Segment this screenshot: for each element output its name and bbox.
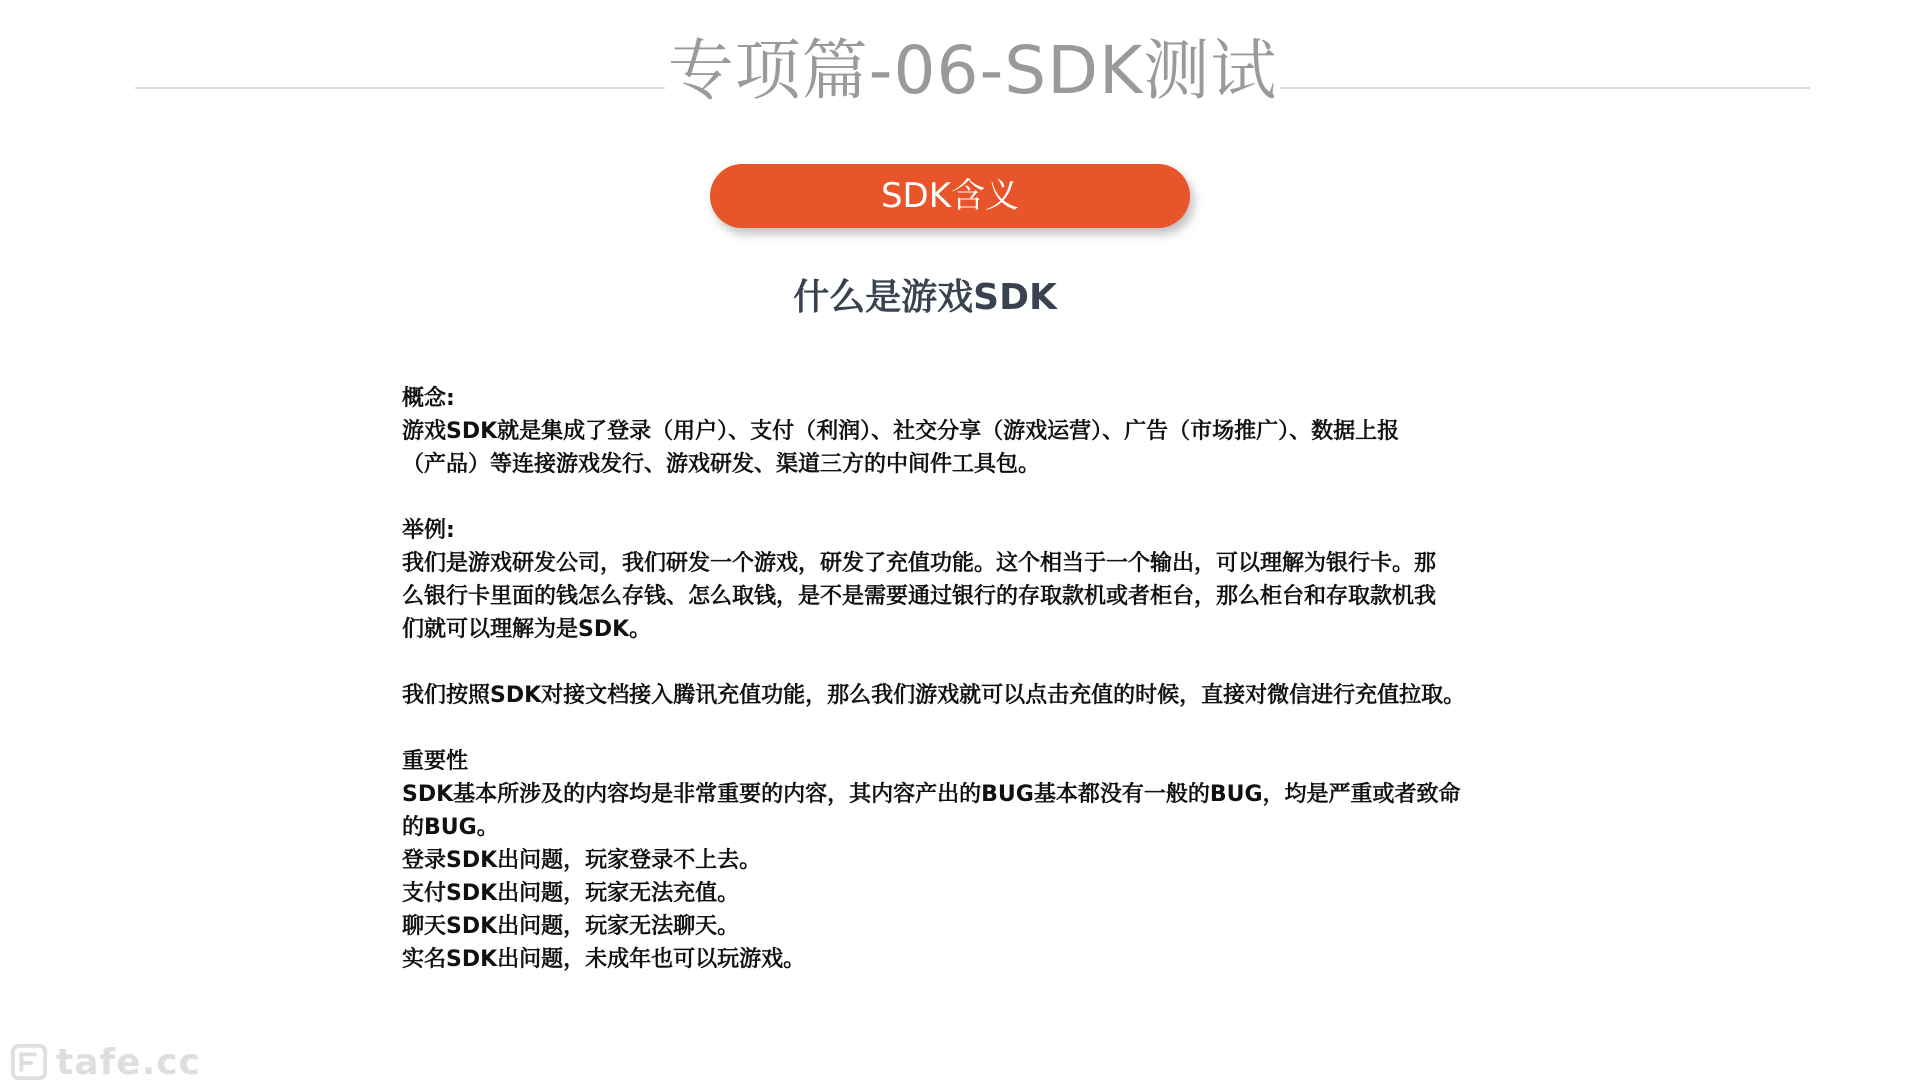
importance-line: 支付SDK出问题，玩家无法充值。 [402,881,740,906]
example-heading: 举例: [402,518,455,543]
importance-line: 的BUG。 [402,815,499,840]
concept-line: （产品）等连接游戏发行、游戏研发、渠道三方的中间件工具包。 [402,452,1041,477]
slide-body [402,382,1522,976]
page-title: 专项篇-06-SDK测试 [667,32,1278,109]
importance-heading: 重要性 [402,749,469,774]
header-rule-right [1280,87,1810,89]
spacer [402,646,1522,679]
section-title: 什么是游戏SDK [793,277,1057,318]
concept-heading: 概念: [402,386,455,411]
importance-line: 聊天SDK出问题，玩家无法聊天。 [402,914,740,939]
watermark [10,1040,201,1080]
importance-line: SDK基本所涉及的内容均是非常重要的内容，其内容产出的BUG基本都没有一般的BUG，均是严重或者致命 [402,782,1461,807]
example-line: 么银行卡里面的钱怎么存钱、怎么取钱，是不是需要通过银行的存取款机或者柜台，那么柜台和存取款机我 [402,584,1437,609]
example-line: 我们是游戏研发公司，我们研发一个游戏，研发了充值功能。这个相当于一个输出，可以理解为银行卡。那 [402,551,1437,576]
tafe-logo-icon [10,1043,48,1080]
section-pill-label: SDK含义 [710,164,1190,228]
spacer [402,481,1522,514]
example-extra: 我们按照SDK对接文档接入腾讯充值功能，那么我们游戏就可以点击充值的时候，直接对微信进行充值拉取。 [402,683,1466,708]
concept-line: 游戏SDK就是集成了登录（用户）、支付（利润）、社交分享（游戏运营）、广告（市场推广）、数据上报 [402,419,1400,444]
slide-header [0,26,1920,126]
importance-line: 登录SDK出问题，玩家登录不上去。 [402,848,762,873]
example-line: 们就可以理解为是SDK。 [402,617,652,642]
importance-line: 实名SDK出问题，未成年也可以玩游戏。 [402,947,806,972]
watermark-text: tafe.cc [56,1041,201,1080]
header-rule-left [135,87,665,89]
spacer [402,712,1522,745]
